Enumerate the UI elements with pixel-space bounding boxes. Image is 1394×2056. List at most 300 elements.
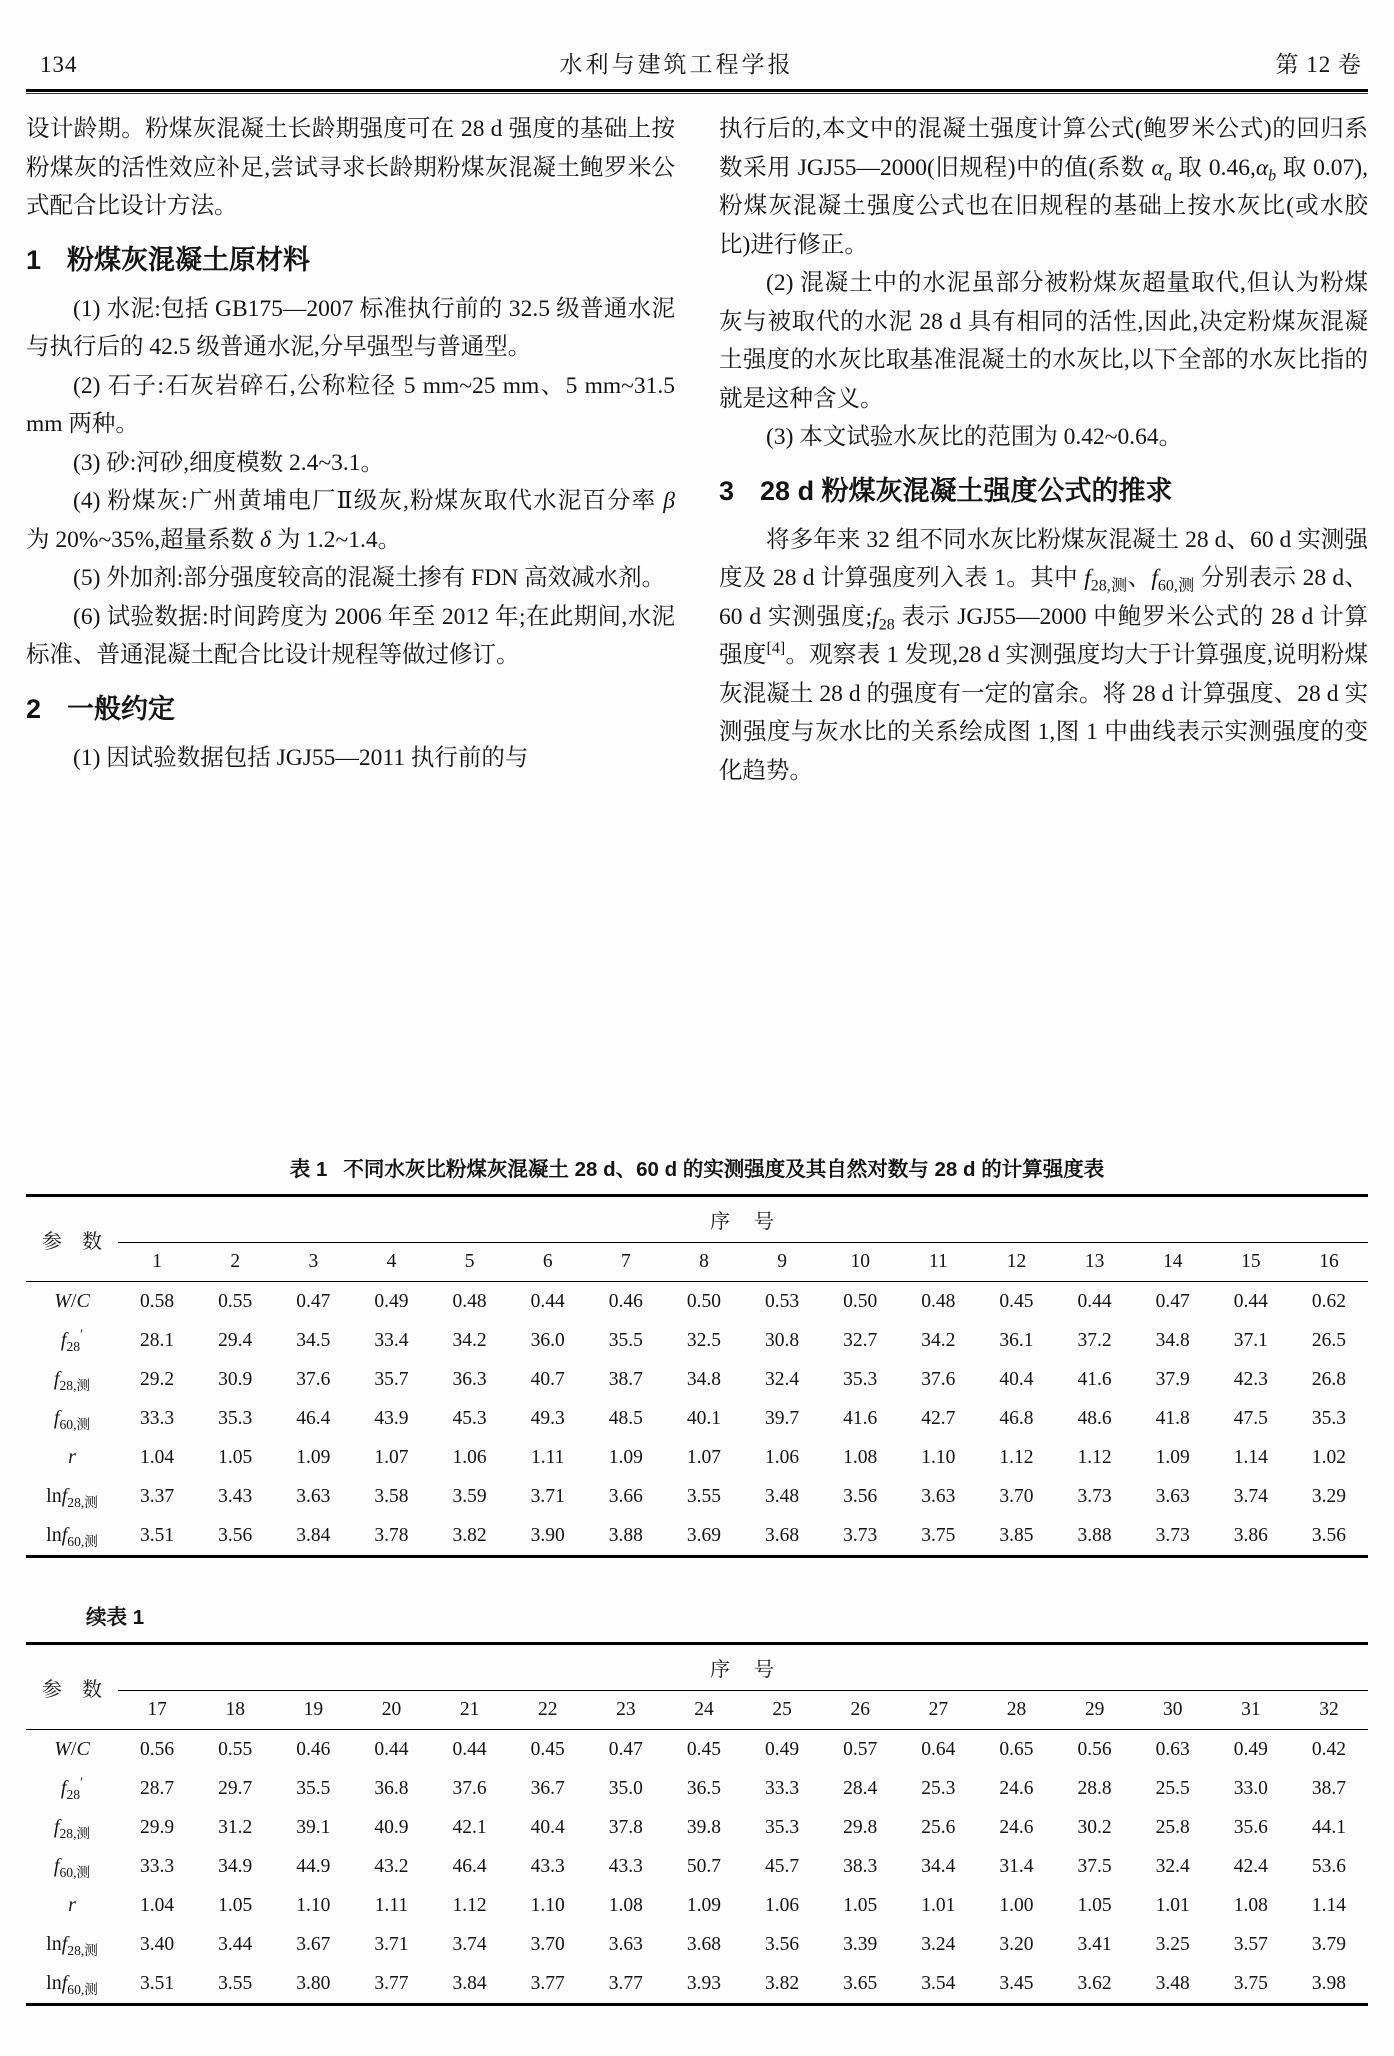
table-cell: 30.8	[765, 1329, 800, 1351]
column-header: 10	[821, 1243, 899, 1282]
table-row	[26, 1925, 1368, 1964]
table1	[26, 1194, 1368, 1558]
table-cell: 3.24	[921, 1933, 956, 1955]
table-cell: 39.1	[296, 1816, 331, 1838]
column-header: 13	[1056, 1243, 1134, 1282]
table-cell: 0.50	[686, 1290, 721, 1312]
table-cell: 44.9	[296, 1855, 331, 1877]
table-cell: 35.0	[608, 1777, 643, 1799]
table-cell: 34.8	[1155, 1329, 1190, 1351]
table-cell: 3.67	[296, 1933, 331, 1955]
column-number-row	[26, 1691, 1368, 1730]
table-cell: 38.3	[843, 1855, 878, 1877]
table-cell: 30.9	[218, 1368, 253, 1390]
row-label: $f_{28}'$	[60, 1774, 84, 1802]
right-column	[719, 110, 1368, 1132]
table-cell: 1.02	[1311, 1446, 1346, 1468]
table-cell: 42.1	[452, 1816, 487, 1838]
param-header: 参 数	[26, 1196, 118, 1282]
table-cell: 3.25	[1155, 1933, 1190, 1955]
table-cell: 3.55	[218, 1972, 253, 1994]
table-cell: 3.58	[374, 1485, 409, 1507]
table-cell: 25.6	[921, 1816, 956, 1838]
table-cell: 46.4	[296, 1407, 331, 1429]
table-cell: 25.5	[1155, 1777, 1190, 1799]
table-cell: 0.45	[686, 1738, 721, 1760]
table-cell: 0.63	[1155, 1738, 1190, 1760]
table-cell: 35.3	[1311, 1407, 1346, 1429]
table-cell: 1.01	[921, 1894, 956, 1916]
column-header: 9	[743, 1243, 821, 1282]
table-cell: 33.4	[374, 1329, 409, 1351]
table-cell: 3.77	[530, 1972, 565, 1994]
table-cell: 35.3	[843, 1368, 878, 1390]
table-cell: 28.4	[843, 1777, 878, 1799]
column-header: 1	[118, 1243, 196, 1282]
table-cell: 3.63	[296, 1485, 331, 1507]
table-cell: 0.47	[1155, 1290, 1190, 1312]
table-cell: 37.6	[921, 1368, 956, 1390]
table-cell: 28.7	[140, 1777, 175, 1799]
table-cell: 40.4	[999, 1368, 1034, 1390]
table-cell: 33.3	[140, 1855, 175, 1877]
table-cell: 42.4	[1233, 1855, 1268, 1877]
table-cell: 3.70	[530, 1933, 565, 1955]
column-header: 20	[352, 1691, 430, 1730]
left-column	[26, 110, 675, 1132]
table-cell: 41.6	[843, 1407, 878, 1429]
table-cell: 1.12	[999, 1446, 1034, 1468]
volume-label: 第 12 卷	[1275, 52, 1362, 77]
table-cell: 30.2	[1077, 1816, 1112, 1838]
column-header: 2	[196, 1243, 274, 1282]
table1-continued	[26, 1642, 1368, 2006]
table-row	[26, 1282, 1368, 1322]
table-cell: 34.2	[921, 1329, 956, 1351]
table-cell: 39.7	[765, 1407, 800, 1429]
table-cell: 3.84	[452, 1972, 487, 1994]
column-header: 29	[1056, 1691, 1134, 1730]
row-label: $f_{28,测}$	[53, 1816, 91, 1841]
table-cell: 29.9	[140, 1816, 175, 1838]
param-header: 参 数	[26, 1644, 118, 1730]
table-cell: 3.54	[921, 1972, 956, 1994]
table-cell: 47.5	[1233, 1407, 1268, 1429]
table-cell: 3.62	[1077, 1972, 1112, 1994]
table-cell: 1.10	[530, 1894, 565, 1916]
table-cell: 3.57	[1233, 1933, 1268, 1955]
table-row	[26, 1438, 1368, 1477]
table-cell: 29.8	[843, 1816, 878, 1838]
table-cell: 0.49	[1233, 1738, 1268, 1760]
table-cell: 3.29	[1311, 1485, 1346, 1507]
table-cell: 50.7	[686, 1855, 721, 1877]
table-cell: 36.5	[686, 1777, 721, 1799]
column-header: 11	[899, 1243, 977, 1282]
section-number: 1	[26, 244, 42, 275]
table-cell: 29.4	[218, 1329, 253, 1351]
table-cell: 3.88	[1077, 1524, 1112, 1546]
row-label: $f_{60,测}$	[53, 1855, 91, 1880]
column-header: 26	[821, 1691, 899, 1730]
table-cell: 34.8	[686, 1368, 721, 1390]
table-cell: 33.3	[140, 1407, 175, 1429]
table-cell: 3.90	[530, 1524, 565, 1546]
table-cell: 36.7	[530, 1777, 565, 1799]
paragraph: 将多年来 32 组不同水灰比粉煤灰混凝土 28 d、60 d 实测强度及 28 d 计算强度列入表 1。其中 $f_{28,测}$、$f_{60,测}$ 分别表示 28 d、60 d 实测强度$;f_{28}$ 表示 JGJ55—2000 中鲍罗米公式的 28 d 计算强度[4]。观察表 1 发现,28 d 实测强度均大于计算强度,说明粉煤灰混凝土 28 d 的强度有一定的富余。将 28 d 计算强度、28 d 实测强度与灰水比的关系绘成图 1,图 1 中曲线表示实测强度的变化趋势。	[719, 526, 1369, 784]
row-label: lnf$_{60,测}$	[46, 1972, 98, 1997]
column-header: 31	[1212, 1691, 1290, 1730]
table-cell: 38.7	[1311, 1777, 1346, 1799]
table-cell: 33.3	[765, 1777, 800, 1799]
column-header: 25	[743, 1691, 821, 1730]
table-cell: 40.7	[530, 1368, 565, 1390]
table-cell: 24.6	[999, 1816, 1034, 1838]
table-cell: 45.7	[765, 1855, 800, 1877]
table-cell: 3.78	[374, 1524, 409, 1546]
table-cell: 3.40	[140, 1933, 175, 1955]
table-cell: 3.74	[452, 1933, 487, 1955]
section-number: 2	[26, 693, 42, 724]
section-title: 粉煤灰混凝土原材料	[67, 244, 311, 275]
table-cell: 35.3	[218, 1407, 253, 1429]
table-cell: 3.48	[765, 1485, 800, 1507]
table-cell: 36.1	[999, 1329, 1034, 1351]
table-cell: 35.6	[1233, 1816, 1268, 1838]
table-cell: 3.71	[374, 1933, 409, 1955]
table-cell: 3.65	[843, 1972, 878, 1994]
paragraph: (4) 粉煤灰:广州黄埔电厂Ⅱ级灰,粉煤灰取代水泥百分率 β 为 20%~35%,超量系数 δ 为 1.2~1.4。	[26, 488, 675, 553]
column-header: 7	[587, 1243, 665, 1282]
table-cell: 1.01	[1155, 1894, 1190, 1916]
table-cell: 3.79	[1311, 1933, 1346, 1955]
table-cell: 3.82	[452, 1524, 487, 1546]
table-cell: 42.3	[1233, 1368, 1268, 1390]
table-cell: 34.2	[452, 1329, 487, 1351]
table-cell: 0.44	[1233, 1290, 1268, 1312]
table-cell: 46.8	[999, 1407, 1034, 1429]
table-cell: 48.5	[608, 1407, 643, 1429]
column-header: 21	[431, 1691, 509, 1730]
column-header: 15	[1212, 1243, 1290, 1282]
table-row	[26, 1847, 1368, 1886]
table-cell: 0.53	[765, 1290, 800, 1312]
table-cell: 24.6	[999, 1777, 1034, 1799]
table-cell: 0.44	[374, 1738, 409, 1760]
section-number: 3	[719, 475, 735, 506]
table1-caption	[26, 1152, 1368, 1182]
paragraph: (1) 水泥:包括 GB175—2007 标准执行前的 32.5 级普通水泥与执行后的 42.5 级普通水泥,分早强型与普通型。	[26, 295, 675, 360]
table1-caption-text: 不同水灰比粉煤灰混凝土 28 d、60 d 的实测强度及其自然对数与 28 d 的计算强度表	[343, 1158, 1105, 1181]
table-cell: 3.84	[296, 1524, 331, 1546]
table-cell: 3.51	[140, 1972, 175, 1994]
table-cell: 1.12	[1077, 1446, 1112, 1468]
table-cell: 35.3	[765, 1816, 800, 1838]
table-row	[26, 1477, 1368, 1516]
table-cell: 29.7	[218, 1777, 253, 1799]
table-cell: 3.56	[1311, 1524, 1346, 1546]
paragraph: 执行后的,本文中的混凝土强度计算公式(鲍罗米公式)的回归系数采用 JGJ55—2000(旧规程)中的值(系数 $\alpha_a$ 取 $0.46,\alpha_b$ 取 0.07),粉煤灰混凝土强度公式也在旧规程的基础上按水灰比(或水胶比)进行修正。	[719, 116, 1369, 258]
table-cell: 0.65	[999, 1738, 1034, 1760]
table-cell: 3.69	[686, 1524, 721, 1546]
table-cell: 3.66	[608, 1485, 643, 1507]
table-cell: 43.2	[374, 1855, 409, 1877]
table-cell: 1.05	[218, 1894, 253, 1916]
table-cell: 0.50	[843, 1290, 878, 1312]
table-cell: 34.4	[921, 1855, 956, 1877]
table-cell: 49.3	[530, 1407, 565, 1429]
table-cell: 3.71	[530, 1485, 565, 1507]
page-number: 134	[40, 52, 78, 77]
table-row	[26, 1321, 1368, 1360]
table-cell: 3.88	[608, 1524, 643, 1546]
row-label: lnf$_{28,测}$	[46, 1933, 98, 1958]
table-cell: 3.82	[765, 1972, 800, 1994]
table-cell: 43.9	[374, 1407, 409, 1429]
table-cell: 3.39	[843, 1933, 878, 1955]
running-head	[0, 0, 1394, 79]
table-cell: 41.6	[1077, 1368, 1112, 1390]
table-cell: 1.08	[1233, 1894, 1268, 1916]
table-cell: 1.04	[140, 1446, 175, 1468]
column-header: 24	[665, 1691, 743, 1730]
table-header-row	[26, 1196, 1368, 1243]
column-header: 12	[977, 1243, 1055, 1282]
table-cell: 37.8	[608, 1816, 643, 1838]
table-cell: 3.56	[765, 1933, 800, 1955]
table-cell: 0.46	[296, 1738, 331, 1760]
table-cell: 0.45	[530, 1738, 565, 1760]
column-header: 27	[899, 1691, 977, 1730]
column-header: 19	[274, 1691, 352, 1730]
table-cell: 1.10	[921, 1446, 956, 1468]
table-row	[26, 1360, 1368, 1399]
column-header: 17	[118, 1691, 196, 1730]
table-cell: 0.45	[999, 1290, 1034, 1312]
table-cell: 3.93	[686, 1972, 721, 1994]
table-cell: 43.3	[530, 1855, 565, 1877]
journal-title: 水利与建筑工程学报	[559, 52, 794, 77]
table-cell: 3.45	[999, 1972, 1034, 1994]
paragraph: (3) 砂:河砂,细度模数 2.4~3.1。	[73, 449, 385, 476]
column-header: 4	[352, 1243, 430, 1282]
table-cell: 3.43	[218, 1485, 253, 1507]
column-header: 23	[587, 1691, 665, 1730]
table-cell: 0.62	[1311, 1290, 1346, 1312]
table-cell: 1.12	[452, 1894, 487, 1916]
table-cell: 0.56	[1077, 1738, 1112, 1760]
table-cell: 1.10	[296, 1894, 331, 1916]
table-cell: 0.48	[452, 1290, 487, 1312]
table-cell: 28.8	[1077, 1777, 1112, 1799]
table-cell: 43.3	[608, 1855, 643, 1877]
table-cell: 25.8	[1155, 1816, 1190, 1838]
row-label: r	[68, 1446, 76, 1468]
paragraph: (6) 试验数据:时间跨度为 2006 年至 2012 年;在此期间,水泥标准、普通混凝土配合比设计规程等做过修订。	[26, 603, 675, 668]
table-cell: 42.7	[921, 1407, 956, 1429]
table-cell: 40.4	[530, 1816, 565, 1838]
row-label: lnf$_{60,测}$	[46, 1524, 98, 1549]
table-cell: 29.2	[140, 1368, 175, 1390]
table-row	[26, 1399, 1368, 1438]
table-cell: 1.05	[843, 1894, 878, 1916]
table-cell: 31.4	[999, 1855, 1034, 1877]
table-row	[26, 1769, 1368, 1808]
table-cell: 1.05	[1077, 1894, 1112, 1916]
table-row	[26, 1964, 1368, 2005]
table-cell: 0.47	[608, 1738, 643, 1760]
table-cell: 1.06	[765, 1446, 800, 1468]
table-cell: 34.5	[296, 1329, 331, 1351]
table-cell: 3.51	[140, 1524, 175, 1546]
table-cell: 3.75	[1233, 1972, 1268, 1994]
table-cell: 1.05	[218, 1446, 253, 1468]
paragraph: (3) 本文试验水灰比的范围为 0.42~0.64。	[766, 424, 1183, 450]
table-row	[26, 1808, 1368, 1847]
table-cell: 1.09	[296, 1446, 331, 1468]
paragraph: (5) 外加剂:部分强度较高的混凝土掺有 FDN 高效减水剂。	[73, 565, 666, 591]
table-cell: 45.3	[452, 1407, 487, 1429]
table-cell: 37.5	[1077, 1855, 1112, 1877]
column-header: 14	[1134, 1243, 1212, 1282]
table-row	[26, 1516, 1368, 1557]
table-cell: 3.68	[686, 1933, 721, 1955]
table-cell: 0.44	[530, 1290, 565, 1312]
table-cell: 1.04	[140, 1894, 175, 1916]
table-cell: 44.1	[1311, 1816, 1346, 1838]
table-cell: 3.59	[452, 1485, 487, 1507]
table-cell: 38.7	[608, 1368, 643, 1390]
table-cell: 40.1	[686, 1407, 721, 1429]
table-cell: 32.4	[1155, 1855, 1190, 1877]
table-cell: 37.6	[452, 1777, 487, 1799]
column-header: 18	[196, 1691, 274, 1730]
table-cell: 3.63	[608, 1933, 643, 1955]
table-cell: 0.55	[218, 1738, 253, 1760]
row-label: $f_{28}'$	[60, 1326, 84, 1354]
table-cell: 39.8	[686, 1816, 721, 1838]
column-header: 30	[1134, 1691, 1212, 1730]
table-cell: 3.77	[374, 1972, 409, 1994]
table-cell: 1.09	[686, 1894, 721, 1916]
row-label: $f_{28,测}$	[53, 1368, 91, 1393]
row-label: $f_{60,测}$	[53, 1407, 91, 1432]
table-cell: 32.5	[686, 1329, 721, 1351]
table-cell: 1.09	[1155, 1446, 1190, 1468]
table-cell: 1.11	[374, 1894, 409, 1916]
table-cell: 31.2	[218, 1816, 253, 1838]
table-cell: 3.56	[218, 1524, 253, 1546]
section-title: 28 d 粉煤灰混凝土强度公式的推求	[760, 475, 1173, 506]
serial-header: 序 号	[118, 1196, 1368, 1243]
section-heading-3	[719, 474, 1368, 508]
column-header: 32	[1290, 1691, 1368, 1730]
table-cell: 3.73	[1155, 1524, 1190, 1546]
table-cell: 1.09	[608, 1446, 643, 1468]
table-cell: 3.73	[1077, 1485, 1112, 1507]
table-cell: 3.41	[1077, 1933, 1112, 1955]
table-cell: 32.4	[765, 1368, 800, 1390]
table-cell: 36.8	[374, 1777, 409, 1799]
table-cell: 28.1	[140, 1329, 175, 1351]
table-cell: 3.85	[999, 1524, 1034, 1546]
table-cell: 46.4	[452, 1855, 487, 1877]
table-cell: 1.07	[686, 1446, 721, 1468]
serial-header: 序 号	[118, 1644, 1368, 1691]
table-cell: 0.47	[296, 1290, 331, 1312]
table-cell: 3.73	[843, 1524, 878, 1546]
table-cell: 3.63	[1155, 1485, 1190, 1507]
table-header-row	[26, 1644, 1368, 1691]
paragraph: (2) 石子:石灰岩碎石,公称粒径 5 mm~25 mm、5 mm~31.5 mm 两种。	[26, 372, 675, 437]
body-columns	[0, 94, 1394, 1132]
table1-caption-number: 表 1	[289, 1158, 328, 1181]
table-cell: 1.07	[374, 1446, 409, 1468]
table-cell: 37.2	[1077, 1329, 1112, 1351]
table-cell: 3.75	[921, 1524, 956, 1546]
table-cell: 0.49	[765, 1738, 800, 1760]
column-header: 16	[1290, 1243, 1368, 1282]
table-cell: 0.48	[921, 1290, 956, 1312]
table-cell: 37.6	[296, 1368, 331, 1390]
table-cell: 3.55	[686, 1485, 721, 1507]
column-number-row	[26, 1243, 1368, 1282]
table-cell: 3.86	[1233, 1524, 1268, 1546]
table-cell: 0.42	[1311, 1738, 1346, 1760]
table-cell: 25.3	[921, 1777, 956, 1799]
table-cell: 1.11	[530, 1446, 565, 1468]
table-cell: 32.7	[843, 1329, 878, 1351]
table-cell: 0.58	[140, 1290, 175, 1312]
table-cell: 36.0	[530, 1329, 565, 1351]
table-cell: 0.56	[140, 1738, 175, 1760]
table-cell: 1.06	[452, 1446, 487, 1468]
table-cell: 35.5	[296, 1777, 331, 1799]
table-cell: 3.80	[296, 1972, 331, 1994]
table-cell: 0.64	[921, 1738, 956, 1760]
section-title: 一般约定	[67, 693, 176, 724]
column-header: 6	[509, 1243, 587, 1282]
table-cell: 48.6	[1077, 1407, 1112, 1429]
table-cell: 0.49	[374, 1290, 409, 1312]
table-cell: 0.44	[452, 1738, 487, 1760]
table-cell: 3.63	[921, 1485, 956, 1507]
table-cell: 37.9	[1155, 1368, 1190, 1390]
column-header: 28	[977, 1691, 1055, 1730]
table-cell: 33.0	[1233, 1777, 1268, 1799]
paragraph: 设计龄期。粉煤灰混凝土长龄期强度可在 28 d 强度的基础上按粉煤灰的活性效应补足,尝试寻求长龄期粉煤灰混凝土鲍罗米公式配合比设计方法。	[26, 116, 675, 219]
table-cell: 34.9	[218, 1855, 253, 1877]
table-cell: 26.5	[1311, 1329, 1346, 1351]
table-cell: 0.44	[1077, 1290, 1112, 1312]
table-cell: 41.8	[1155, 1407, 1190, 1429]
table-cell: 1.08	[608, 1894, 643, 1916]
table-cell: 3.20	[999, 1933, 1034, 1955]
table-cell: 1.06	[765, 1894, 800, 1916]
table1-continued-label: 续表 1	[86, 1606, 145, 1629]
row-label: r	[68, 1894, 76, 1916]
table-cell: 1.14	[1311, 1894, 1346, 1916]
table-cell: 35.5	[608, 1329, 643, 1351]
table-cell: 3.77	[608, 1972, 643, 1994]
table-cell: 3.74	[1233, 1485, 1268, 1507]
table-cell: 40.9	[374, 1816, 409, 1838]
paragraph: (2) 混凝土中的水泥虽部分被粉煤灰超量取代,但认为粉煤灰与被取代的水泥 28 d 具有相同的活性,因此,决定粉煤灰混凝土强度的水灰比取基准混凝土的水灰比,以下全部的水灰比指的就是这种含义。	[719, 270, 1368, 412]
column-header: 22	[509, 1691, 587, 1730]
section-heading-1	[26, 243, 675, 277]
table-cell: 1.00	[999, 1894, 1034, 1916]
table-cell: 1.08	[843, 1446, 878, 1468]
